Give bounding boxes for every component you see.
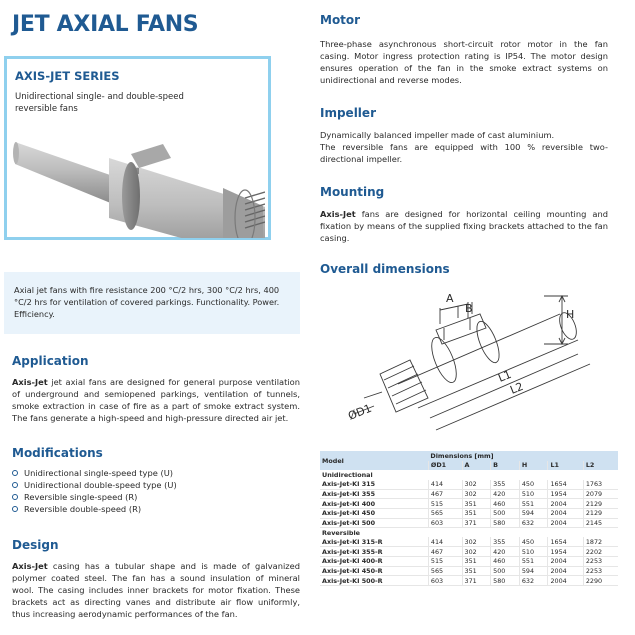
model-cell: Axis-Jet-KI 450 bbox=[320, 509, 428, 519]
application-heading: Application bbox=[12, 354, 89, 368]
value-cell: 302 bbox=[462, 480, 491, 490]
table-header-row bbox=[320, 451, 618, 461]
value-cell: 510 bbox=[519, 489, 548, 499]
mounting-body: fans are designed for horizontal ceiling mounting and fixation by means of the supplied fixing brackets attached to the fan casing. bbox=[320, 209, 608, 243]
intro-box: Axial jet fans with fire resistance 200 °C/2 hrs, 300 °C/2 hrs, 400 °C/2 hrs for ventilation of covered parkings. Functionality. Power. Efficiency. bbox=[4, 272, 300, 334]
value-cell: 414 bbox=[428, 480, 462, 490]
value-cell: 467 bbox=[428, 547, 462, 557]
overall-dimensions-heading: Overall dimensions bbox=[320, 262, 450, 276]
table-row bbox=[320, 480, 618, 490]
motor-heading: Motor bbox=[320, 13, 361, 27]
value-cell: 2004 bbox=[548, 499, 583, 509]
group-label: Reversible bbox=[322, 528, 361, 537]
model-cell: Axis-Jet-KI 355 bbox=[320, 489, 428, 499]
value-cell: 420 bbox=[491, 547, 520, 557]
value-cell: 450 bbox=[519, 537, 548, 547]
model-cell: Axis-Jet-KI 500 bbox=[320, 518, 428, 528]
design-body: casing has a tubular shape and is made of galvanized polymer coated steel. The fan has a sound insulation of mineral wool. The casing includes inner brackets for motor fixation. These brackets act as directing vanes and distribute air flow uniformly, thus increasing aerodynamic performances of the fan. bbox=[12, 561, 300, 619]
model-header: Model bbox=[320, 451, 428, 470]
dimensions-table bbox=[320, 451, 618, 586]
value-cell: 2145 bbox=[583, 518, 618, 528]
column-header: L1 bbox=[548, 461, 583, 471]
value-cell: 1872 bbox=[583, 537, 618, 547]
label-a: A bbox=[446, 292, 454, 305]
series-subtitle: Unidirectional single- and double-speed reversible fans bbox=[15, 92, 184, 114]
value-cell: 603 bbox=[428, 576, 462, 586]
application-text bbox=[12, 376, 300, 424]
impeller-text bbox=[320, 129, 608, 165]
value-cell: 1654 bbox=[548, 480, 583, 490]
model-cell: Axis-Jet-KI 500-R bbox=[320, 576, 428, 586]
value-cell: 565 bbox=[428, 509, 462, 519]
value-cell: 355 bbox=[491, 480, 520, 490]
design-lead: Axis-Jet bbox=[12, 561, 48, 571]
fan-product-image bbox=[13, 114, 265, 238]
bullet-icon bbox=[12, 494, 18, 500]
value-cell: 515 bbox=[428, 557, 462, 567]
series-card bbox=[4, 56, 271, 240]
mounting-text bbox=[320, 208, 608, 244]
modifications-heading: Modifications bbox=[12, 446, 103, 460]
column-header: A bbox=[462, 461, 491, 471]
model-cell: Axis-Jet-KI 400 bbox=[320, 499, 428, 509]
model-cell: Axis-Jet-KI 315 bbox=[320, 480, 428, 490]
model-cell: Axis-Jet-KI 355-R bbox=[320, 547, 428, 557]
value-cell: 467 bbox=[428, 489, 462, 499]
value-cell: 580 bbox=[491, 576, 520, 586]
list-item: Reversible double-speed (R) bbox=[12, 503, 177, 515]
value-cell: 371 bbox=[462, 518, 491, 528]
value-cell: 2129 bbox=[583, 499, 618, 509]
model-cell: Axis-Jet-KI 400-R bbox=[320, 557, 428, 567]
label-b: B bbox=[465, 302, 473, 315]
bullet-icon bbox=[12, 506, 18, 512]
value-cell: 603 bbox=[428, 518, 462, 528]
value-cell: 351 bbox=[462, 509, 491, 519]
value-cell: 2253 bbox=[583, 557, 618, 567]
modifications-list bbox=[12, 467, 177, 515]
table-group-row bbox=[320, 470, 618, 480]
list-item: Unidirectional double-speed type (U) bbox=[12, 479, 177, 491]
value-cell: 351 bbox=[462, 566, 491, 576]
value-cell: 355 bbox=[491, 537, 520, 547]
mounting-heading: Mounting bbox=[320, 185, 385, 199]
value-cell: 460 bbox=[491, 557, 520, 567]
dimensions-drawing bbox=[340, 288, 630, 438]
value-cell: 351 bbox=[462, 499, 491, 509]
table-row bbox=[320, 499, 618, 509]
value-cell: 2004 bbox=[548, 566, 583, 576]
value-cell: 2253 bbox=[583, 566, 618, 576]
value-cell: 1654 bbox=[548, 537, 583, 547]
design-heading: Design bbox=[12, 538, 59, 552]
value-cell: 2004 bbox=[548, 509, 583, 519]
group-label: Unidirectional bbox=[322, 470, 373, 479]
value-cell: 2004 bbox=[548, 576, 583, 586]
design-text bbox=[12, 560, 300, 620]
value-cell: 500 bbox=[491, 566, 520, 576]
table-row bbox=[320, 566, 618, 576]
label-l1: L1 bbox=[496, 367, 514, 385]
series-title: AXIS-JET SERIES bbox=[15, 69, 120, 83]
value-cell: 1763 bbox=[583, 480, 618, 490]
value-cell: 2004 bbox=[548, 518, 583, 528]
value-cell: 510 bbox=[519, 547, 548, 557]
table-row bbox=[320, 557, 618, 567]
value-cell: 351 bbox=[462, 557, 491, 567]
model-cell: Axis-Jet-KI 450-R bbox=[320, 566, 428, 576]
impeller-heading: Impeller bbox=[320, 106, 376, 120]
table-row bbox=[320, 489, 618, 499]
label-l2: L2 bbox=[508, 379, 526, 397]
value-cell: 302 bbox=[462, 489, 491, 499]
value-cell: 420 bbox=[491, 489, 520, 499]
impeller-line2: The reversible fans are equipped with 100 % reversible two-directional impeller. bbox=[320, 142, 608, 164]
column-header: ØD1 bbox=[428, 461, 462, 471]
value-cell: 371 bbox=[462, 576, 491, 586]
motor-text: Three-phase asynchronous short-circuit rotor motor in the fan casing. Motor ingress protection rating is IP54. The motor design ensures operation of the fan in the smoke extract systems on unidirectional and reverse modes. bbox=[320, 39, 608, 85]
value-cell: 594 bbox=[519, 566, 548, 576]
impeller-line1: Dynamically balanced impeller made of cast aluminium. bbox=[320, 130, 555, 140]
value-cell: 2202 bbox=[583, 547, 618, 557]
dimensions-group-header: Dimensions [mm] bbox=[428, 451, 618, 461]
value-cell: 1954 bbox=[548, 489, 583, 499]
table-row bbox=[320, 576, 618, 586]
value-cell: 632 bbox=[519, 576, 548, 586]
value-cell: 580 bbox=[491, 518, 520, 528]
value-cell: 1954 bbox=[548, 547, 583, 557]
column-header: H bbox=[519, 461, 548, 471]
value-cell: 500 bbox=[491, 509, 520, 519]
label-h: H bbox=[566, 308, 575, 321]
list-item: Unidirectional single-speed type (U) bbox=[12, 467, 177, 479]
bullet-icon bbox=[12, 470, 18, 476]
mounting-lead: Axis-Jet bbox=[320, 209, 356, 219]
label-d1: ØD1 bbox=[346, 401, 374, 423]
list-item: Reversible single-speed (R) bbox=[12, 491, 177, 503]
value-cell: 551 bbox=[519, 557, 548, 567]
value-cell: 594 bbox=[519, 509, 548, 519]
value-cell: 2290 bbox=[583, 576, 618, 586]
table-row bbox=[320, 509, 618, 519]
value-cell: 302 bbox=[462, 537, 491, 547]
column-header: B bbox=[491, 461, 520, 471]
value-cell: 2079 bbox=[583, 489, 618, 499]
value-cell: 551 bbox=[519, 499, 548, 509]
table-group-row bbox=[320, 528, 618, 538]
value-cell: 515 bbox=[428, 499, 462, 509]
application-lead: Axis-Jet bbox=[12, 377, 48, 387]
page-title: JET AXIAL FANS bbox=[12, 12, 199, 37]
value-cell: 2129 bbox=[583, 509, 618, 519]
value-cell: 414 bbox=[428, 537, 462, 547]
value-cell: 302 bbox=[462, 547, 491, 557]
application-body: jet axial fans are designed for general purpose ventilation of underground and semiopened parkings, ventilation of tunnels, smoke extraction in case of fire as a part of smoke extract system. The fans generate a high-speed and high-pressure directed air jet. bbox=[12, 377, 300, 423]
value-cell: 450 bbox=[519, 480, 548, 490]
value-cell: 632 bbox=[519, 518, 548, 528]
bullet-icon bbox=[12, 482, 18, 488]
value-cell: 565 bbox=[428, 566, 462, 576]
value-cell: 460 bbox=[491, 499, 520, 509]
value-cell: 2004 bbox=[548, 557, 583, 567]
model-cell: Axis-Jet-KI 315-R bbox=[320, 537, 428, 547]
table-row bbox=[320, 518, 618, 528]
table-row bbox=[320, 547, 618, 557]
table-row bbox=[320, 537, 618, 547]
column-header: L2 bbox=[583, 461, 618, 471]
